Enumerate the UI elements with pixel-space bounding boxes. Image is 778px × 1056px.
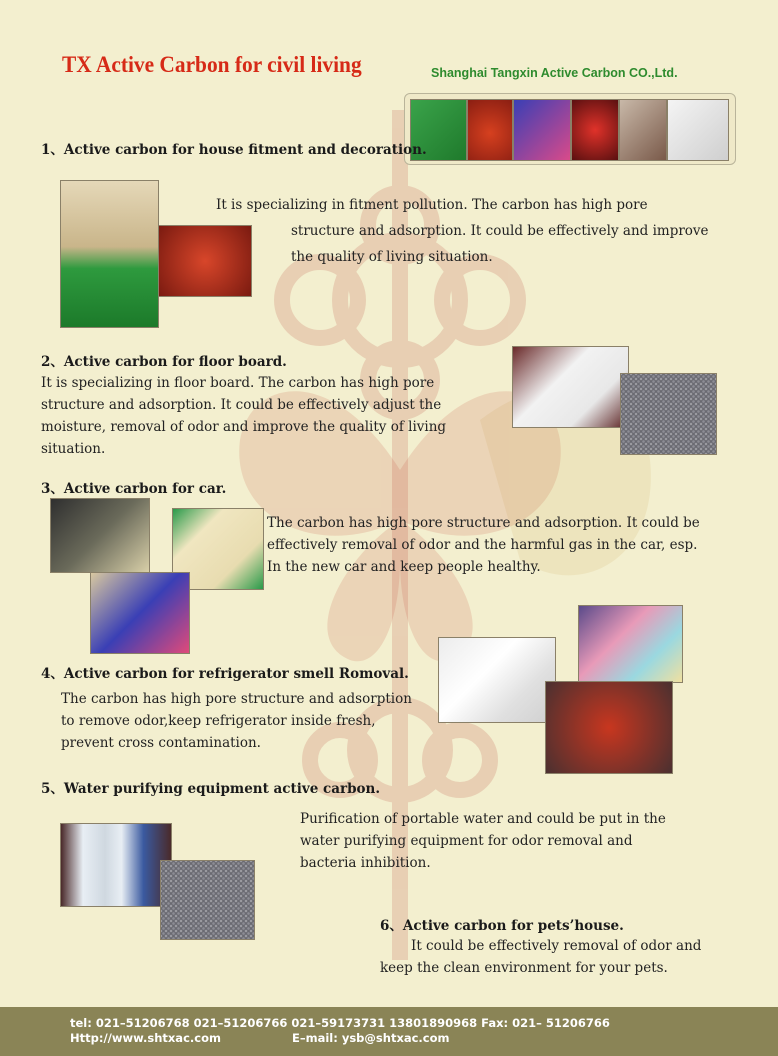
section-3-heading: 3、Active carbon for car. [41, 481, 227, 497]
section-3-line-1: The carbon has high pore structure and adsorption. It could be [267, 515, 700, 531]
section-2-photo-granules [620, 373, 717, 455]
section-2-line-3: moisture, removal of odor and improve the quality of living [41, 419, 447, 435]
section-1-line-2: structure and adsorption. It could be effectively and improve [291, 223, 709, 239]
section-3-photo-car-interior [50, 498, 150, 573]
section-4-photo-sachets [438, 637, 556, 723]
section-1-text [216, 194, 709, 268]
section-3-text [267, 512, 700, 578]
company-name: Shanghai Tangxin Active Carbon CO.,Ltd. [431, 66, 678, 80]
product-photo-container [619, 99, 667, 161]
section-2-line-4: situation. [41, 441, 106, 457]
page-title: TX Active Carbon for civil living [62, 52, 362, 77]
footer-contact-line: tel: 021–51206768 021–51206766 021–59173731 13801890968 Fax: 021– 51206766 [70, 1016, 610, 1030]
product-photo-red-knot [571, 99, 619, 161]
section-1-heading: 1、Active carbon for house fitment and decoration. [41, 142, 427, 158]
section-6-heading: 6、Active carbon for pets’house. [380, 918, 624, 934]
product-photo-red-bags [467, 99, 513, 161]
section-4-line-3: prevent cross contamination. [61, 735, 261, 751]
footer-website[interactable]: Http://www.shtxac.com [70, 1031, 221, 1045]
section-5-line-3: bacteria inhibition. [300, 855, 431, 871]
section-4-photo-red-bag [545, 681, 673, 774]
section-5-text [300, 808, 666, 874]
section-2-photo-sachets [512, 346, 629, 428]
section-2-line-1: It is specializing in floor board. The carbon has high pore [41, 375, 435, 391]
section-3-line-3: In the new car and keep people healthy. [267, 559, 541, 575]
section-5-photo-filters [60, 823, 172, 907]
footer-email[interactable]: E–mail: ysb@shtxac.com [292, 1031, 450, 1045]
section-1-line-1: It is specializing in fitment pollution. The carbon has high pore [216, 197, 648, 213]
section-3-photo-cartoon-cushion [90, 572, 190, 654]
section-6-line-1: It could be effectively removal of odor and [411, 938, 702, 954]
contact-footer [0, 1007, 778, 1056]
section-2-text [41, 372, 446, 460]
section-4-heading: 4、Active carbon for refrigerator smell Romoval. [41, 666, 409, 682]
product-photo-white-pack [667, 99, 729, 161]
section-3-line-2: effectively removal of odor and the harmful gas in the car, esp. [267, 537, 698, 553]
section-1-photo-packs [60, 180, 159, 328]
section-1-line-3: the quality of living situation. [291, 249, 493, 265]
product-photo-cartoon-pack [513, 99, 571, 161]
section-5-heading: 5、Water purifying equipment active carbon. [41, 781, 381, 797]
section-4-line-2: to remove odor,keep refrigerator inside fresh, [61, 713, 376, 729]
section-4-line-1: The carbon has high pore structure and adsorption [61, 691, 412, 707]
section-4-photo-boxes [578, 605, 683, 683]
section-4-text [61, 688, 412, 754]
section-5-line-1: Purification of portable water and could be put in the [300, 811, 666, 827]
section-5-line-2: water purifying equipment for odor removal and [300, 833, 633, 849]
section-5-photo-granules [160, 860, 255, 940]
section-2-heading: 2、Active carbon for floor board. [41, 354, 287, 370]
section-6-text [380, 935, 701, 979]
section-6-line-2: keep the clean environment for your pets. [380, 960, 668, 976]
section-2-line-2: structure and adsorption. It could be effectively adjust the [41, 397, 442, 413]
